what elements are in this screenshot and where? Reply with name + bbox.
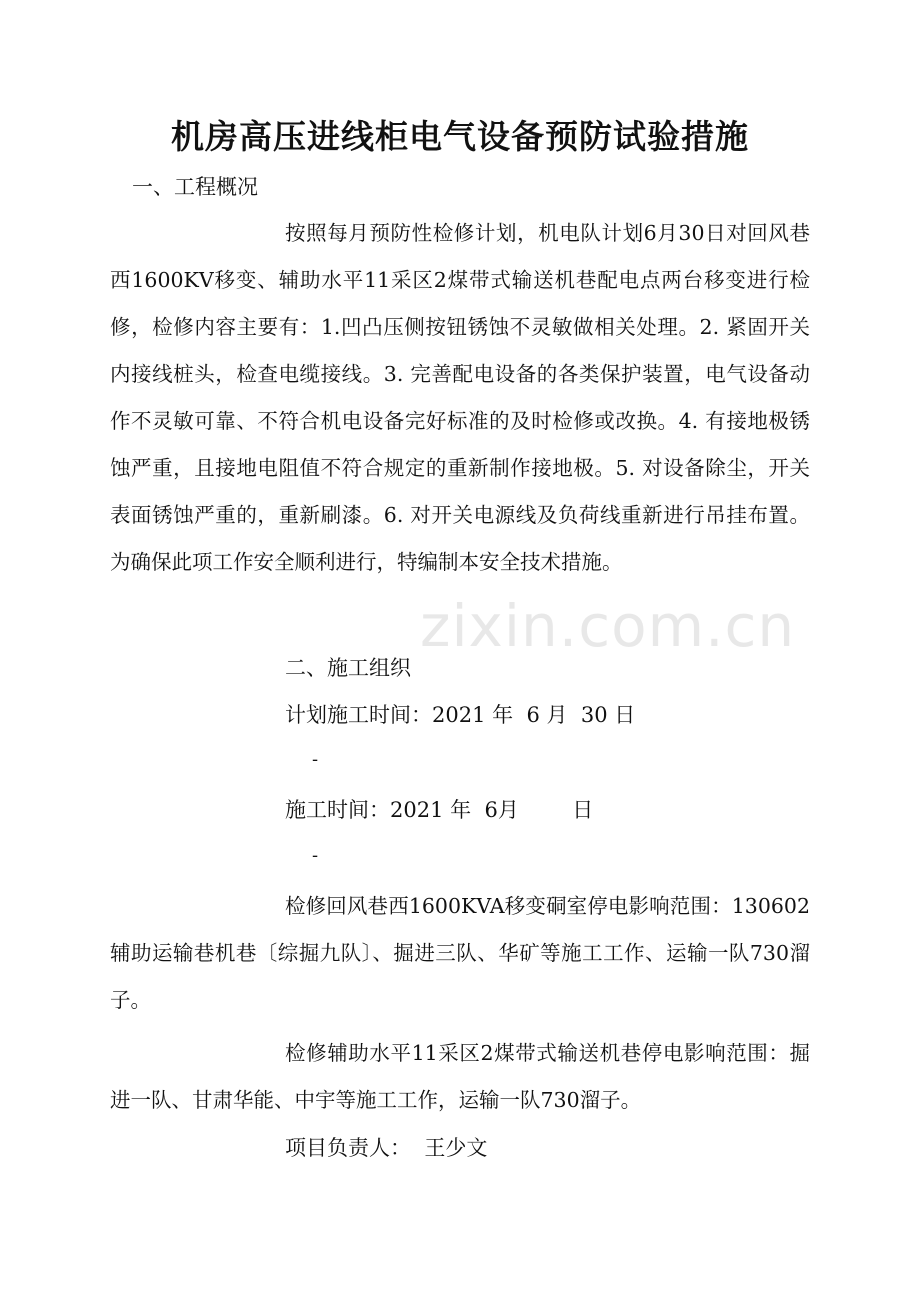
construction-time: 施工时间：2021 年 6月 日 (285, 798, 594, 822)
outage-scope-paragraph-2: 检修辅助水平11采区2煤带式输送机巷停电影响范围：掘进一队、甘肃华能、中宇等施工工作，运输一队730溜子。 (110, 1041, 810, 1112)
dash-separator: - (312, 749, 319, 770)
project-leader: 项目负责人： 王少文 (285, 1136, 488, 1160)
outage-scope-paragraph-1: 检修回风巷西1600KVA移变硐室停电影响范围：130602辅助运输巷机巷〔综掘九队〕、掘进三队、华矿等施工工作、运输一队730溜子。 (110, 894, 810, 1012)
section-heading-organization: 二、施工组织 (285, 656, 411, 680)
planned-construction-time: 计划施工时间：2021 年 6 月 30 日 (285, 703, 636, 727)
document-title: 机房高压进线柜电气设备预防试验措施 (171, 117, 749, 156)
dash-separator: - (312, 845, 319, 866)
overview-paragraph: 按照每月预防性检修计划，机电队计划6月30日对回风巷西1600KV移变、辅助水平11采区2煤带式输送机巷配电点两台移变进行检修，检修内容主要有：1.凹凸压侧按钮锈蚀不灵敏做相关处理。2. 紧固开关内接线桩头，检查电缆接线。3. 完善配电设备的各类保护装置，电气设备动作不灵敏可靠、不符合机电设备完好标准的及时检修或改换。4. 有接地极锈蚀严重，且接地电阻值不符合规定的重新制作接地极。5. 对设备除尘，开关表面锈蚀严重的，重新刷漆。6. 对开关电源线及负荷线重新进行吊挂布置。为确保此项工作安全顺利进行，特编制本安全技术措施。 (110, 221, 810, 574)
section-heading-overview: 一、工程概况 (132, 175, 258, 199)
watermark: zixin.com.cn (420, 592, 796, 660)
